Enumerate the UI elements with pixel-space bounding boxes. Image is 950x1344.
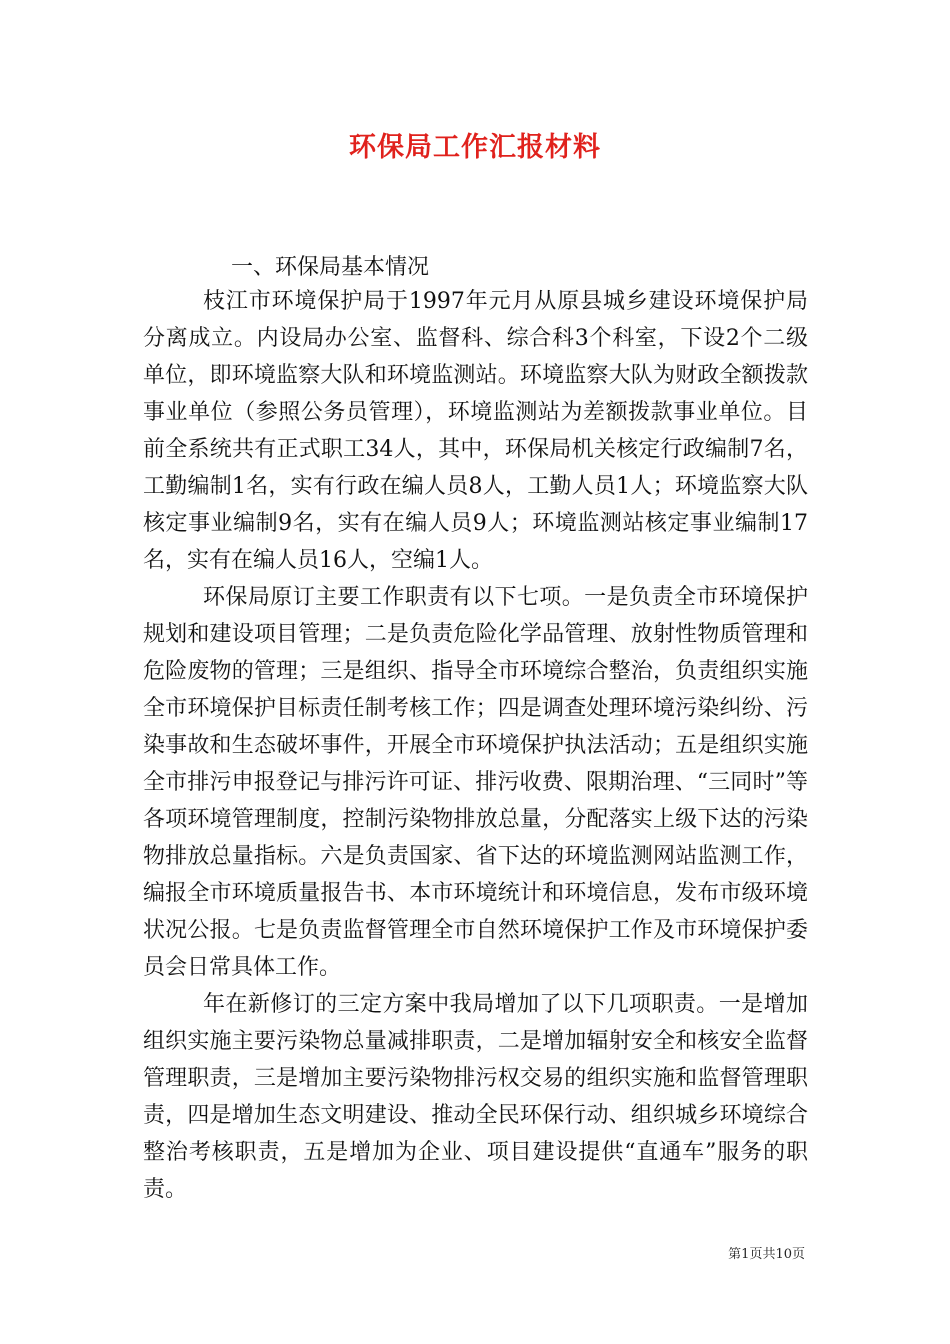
- page-number: 第1页共10页: [728, 1247, 805, 1262]
- document-body: [143, 252, 808, 1208]
- section-heading: 一、环保局基本情况: [231, 255, 430, 280]
- paragraph-original-duties: 环保局原订主要工作职责有以下七项。一是负责全市环境保护规划和建设项目管理；二是负责危险化学品管理、放射性物质管理和危险废物的管理；三是组织、指导全市环境综合整治，负责组织实施全市环境保护目标责任制考核工作；四是调查处理环境污染纠纷、污染事故和生态破坏事件，开展全市环境保护执法活动；五是组织实施全市排污申报登记与排污许可证、排污收费、限期治理、“三同时”等各项环境管理制度，控制污染物排放总量，分配落实上级下达的污染物排放总量指标。六是负责国家、省下达的环境监测网站监测工作，编报全市环境质量报告书、本市环境统计和环境信息，发布市级环境状况公报。七是负责监督管理全市自然环境保护工作及市环境保护委员会日常具体工作。: [143, 585, 808, 980]
- paragraph-new-duties: 年在新修订的三定方案中我局增加了以下几项职责。一是增加组织实施主要污染物总量减排职责，二是增加辐射安全和核安全监督管理职责，三是增加主要污染物排污权交易的组织实施和监督管理职责，四是增加生态文明建设、推动全民环保行动、组织城乡环境综合整治考核职责，五是增加为企业、项目建设提供“直通车”服务的职责。: [143, 992, 808, 1202]
- document-title: 环保局工作汇报材料: [349, 132, 601, 163]
- paragraph-basic-info: 枝江市环境保护局于1997年元月从原县城乡建设环境保护局分离成立。内设局办公室、监督科、综合科3个科室，下设2个二级单位，即环境监察大队和环境监测站。环境监察大队为财政全额拨款事业单位（参照公务员管理），环境监测站为差额拨款事业单位。目前全系统共有正式职工34人，其中，环保局机关核定行政编制7名，工勤编制1名，实有行政在编人员8人，工勤人员1人；环境监察大队核定事业编制9名，实有在编人员9人；环境监测站核定事业编制17名，实有在编人员16人，空编1人。: [143, 289, 808, 573]
